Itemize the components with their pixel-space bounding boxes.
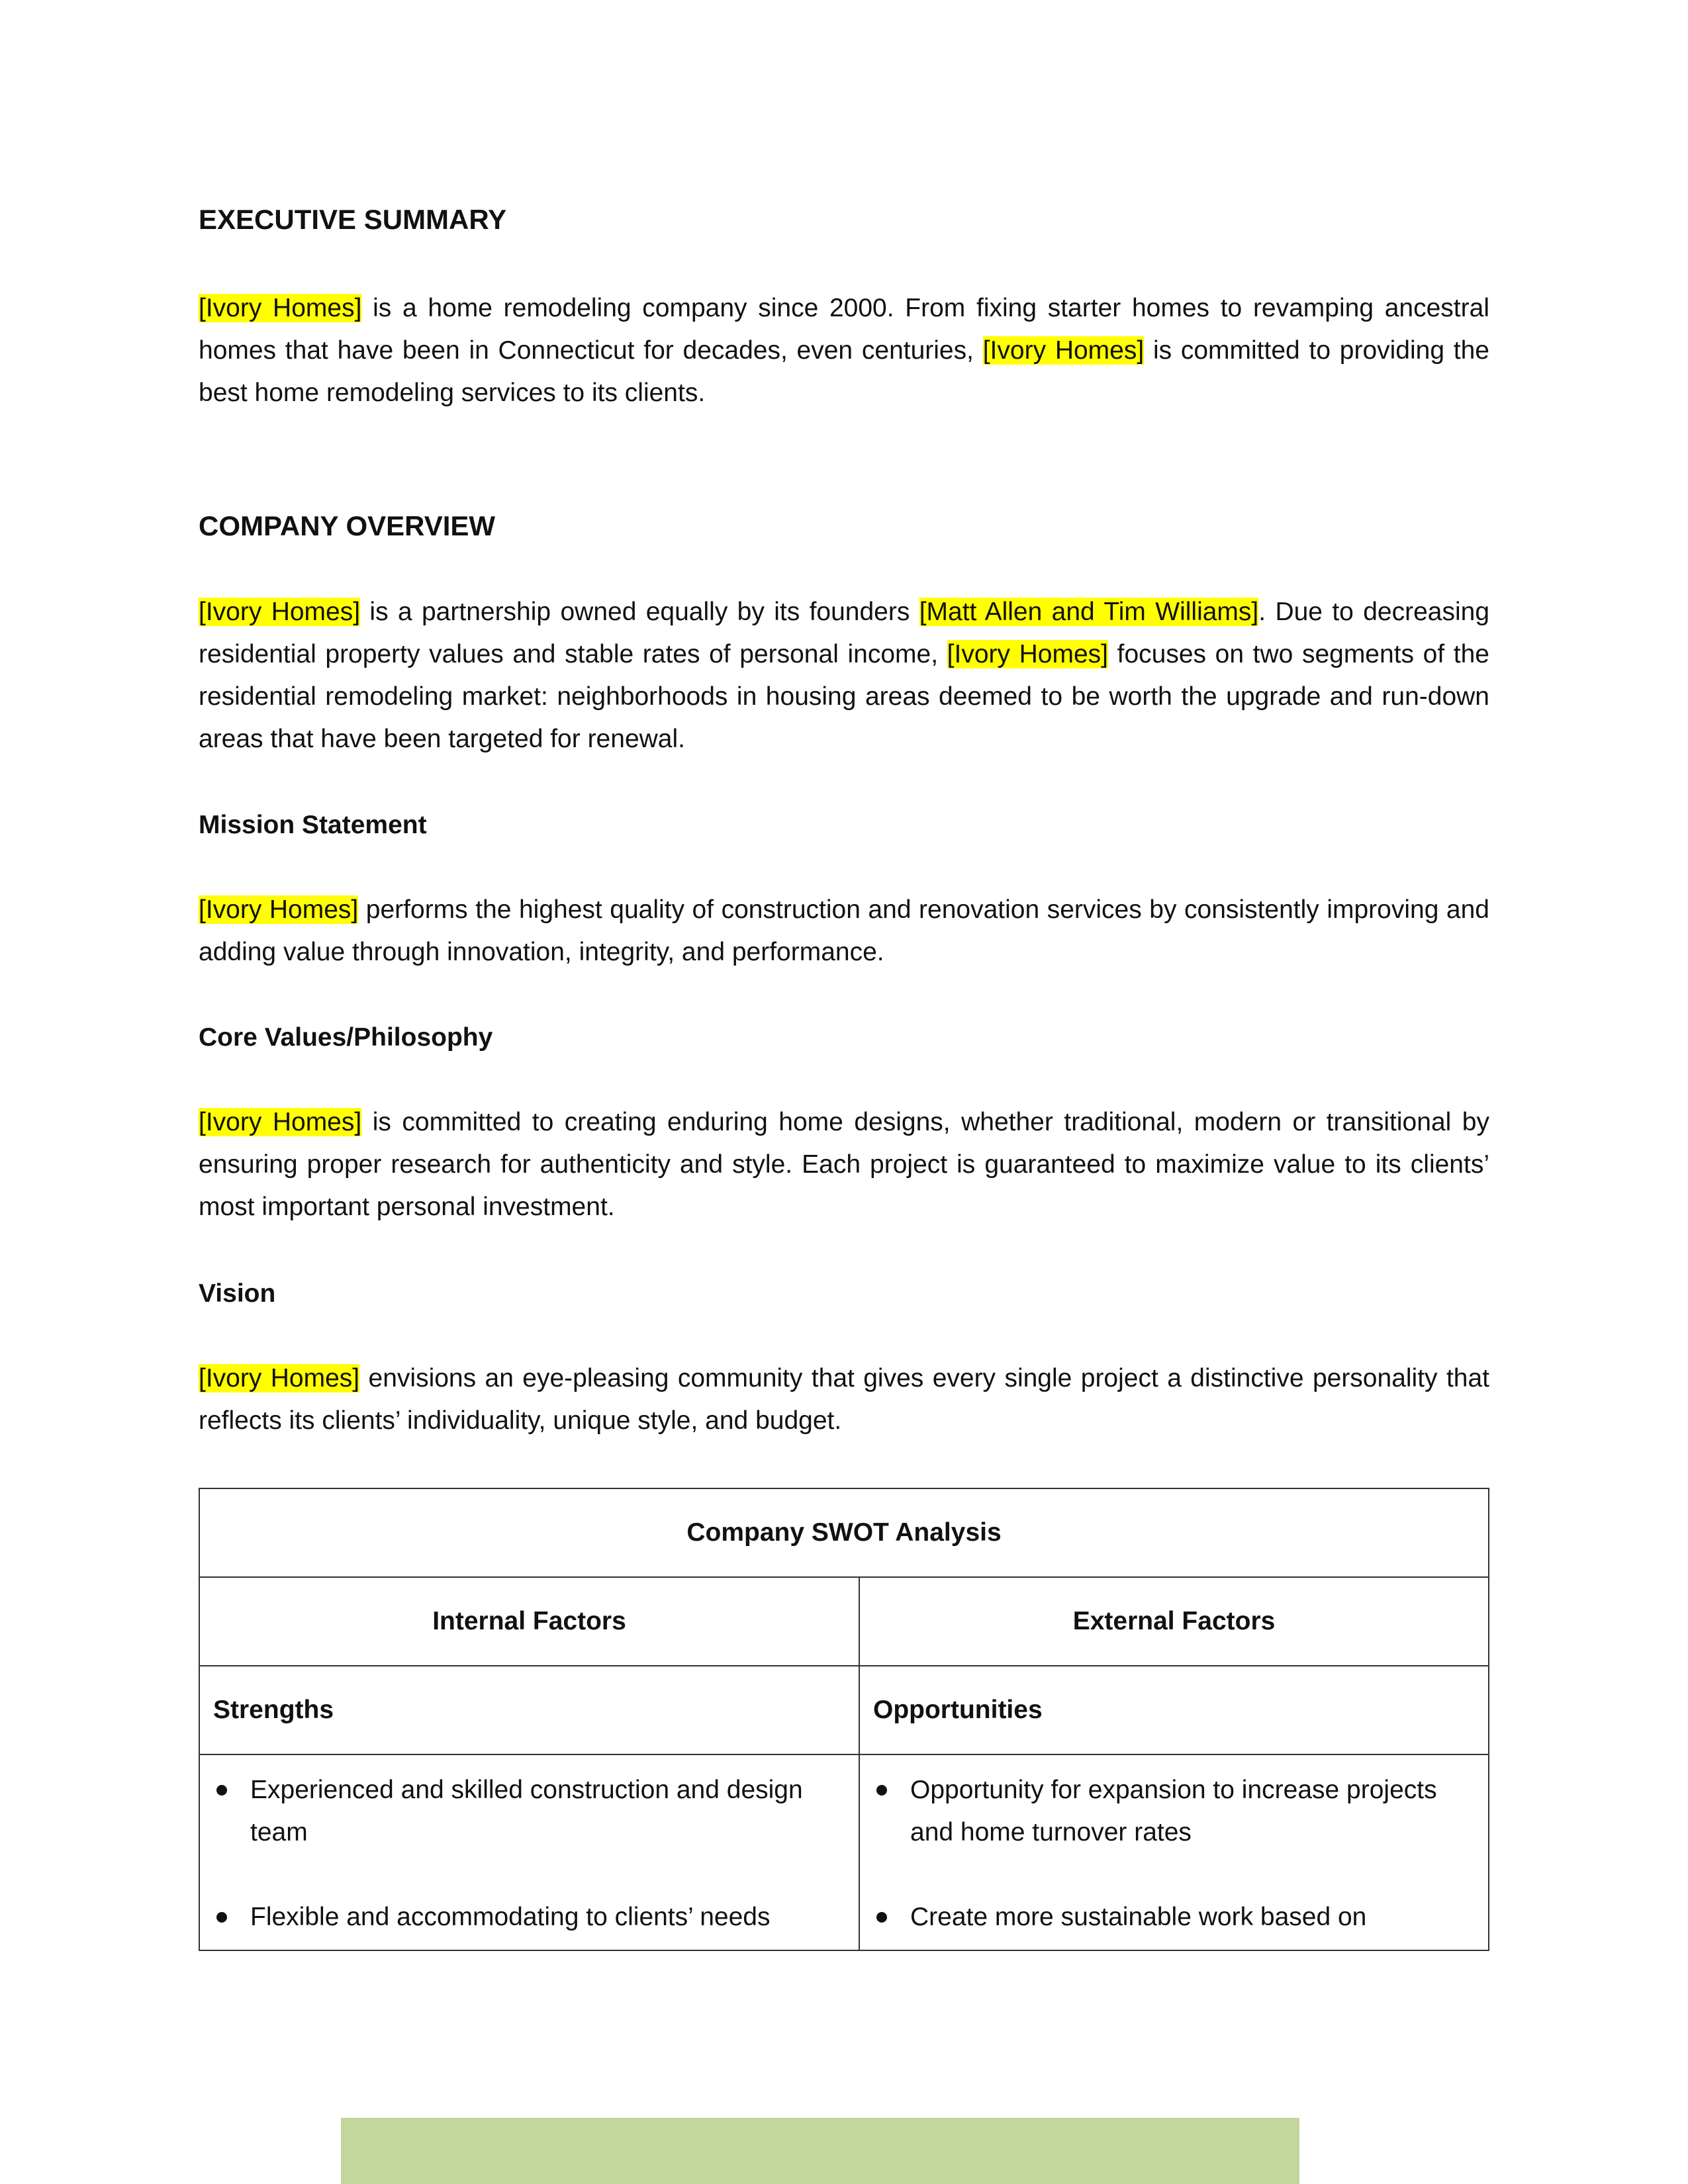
core-values-paragraph [199, 1101, 1489, 1228]
strengths-label: Strengths [199, 1666, 859, 1754]
vision-paragraph [199, 1357, 1489, 1442]
mission-statement-paragraph [199, 889, 1489, 974]
company-name-highlight: [Ivory Homes] [199, 1364, 360, 1392]
paragraph-text: focuses on two segments of the residential remodeling market: neighborhoods in housing areas deemed to be worth the upgrade and run-down areas that have been targeted for renewal. [199, 640, 1489, 753]
bullet-icon [876, 1785, 887, 1796]
paragraph-text: is committed to creating enduring home designs, whether traditional, modern or transitional by ensuring proper research for authenticity and style. Each project is guaranteed to maximize value to its clients’ most important personal investment. [199, 1108, 1489, 1221]
external-factors-header: External Factors [859, 1577, 1489, 1666]
strength-text: Experienced and skilled construction and design team [250, 1776, 803, 1846]
company-overview-heading: COMPANY OVERVIEW [199, 510, 496, 541]
bullet-icon [876, 1912, 887, 1923]
company-overview-paragraph [199, 591, 1489, 760]
company-name-highlight: [Ivory Homes] [199, 294, 362, 322]
strengths-cell [199, 1754, 859, 1950]
executive-summary-paragraph [199, 287, 1489, 414]
paragraph-text: is a home remodeling company since 2000. From fixing starter homes to revamping ancestral homes that have been in Connecticut for decades, even centuries, [199, 294, 1489, 365]
swot-items-row [199, 1754, 1489, 1950]
mission-statement-heading: Mission Statement [199, 811, 427, 839]
vision-heading: Vision [199, 1279, 276, 1308]
swot-table [199, 1488, 1489, 1951]
swot-title: Company SWOT Analysis [199, 1488, 1489, 1577]
company-name-highlight: [Ivory Homes] [982, 336, 1145, 365]
paragraph-text: is a partnership owned equally by its founders [360, 598, 919, 626]
list-item [874, 1896, 1474, 1938]
bullet-icon [216, 1912, 227, 1923]
company-name-highlight: [Ivory Homes] [199, 598, 361, 626]
paragraph-text: envisions an eye-pleasing community that gives every single project a distinctive personality that reflects its clients’ individuality, unique style, and budget. [199, 1364, 1489, 1435]
swot-title-row [199, 1488, 1489, 1577]
list-item [874, 1769, 1474, 1854]
strength-text: Flexible and accommodating to clients’ needs [250, 1903, 771, 1931]
swot-factors-row [199, 1577, 1489, 1666]
company-name-highlight: [Ivory Homes] [199, 895, 359, 924]
paragraph-text: performs the highest quality of construction and renovation services by consistently improving and adding value through innovation, integrity, and performance. [199, 895, 1489, 966]
paragraph-text: . Due to decreasing residential property values and stable rates of personal income, [199, 598, 1490, 668]
opportunities-list [861, 1756, 1487, 1938]
opportunities-cell [859, 1754, 1489, 1950]
founders-highlight: [Matt Allen and Tim Williams] [919, 598, 1259, 626]
core-values-heading: Core Values/Philosophy [199, 1023, 493, 1052]
company-name-highlight: [Ivory Homes] [947, 640, 1108, 668]
list-item [214, 1896, 845, 1938]
list-item [214, 1769, 845, 1854]
footer-band [341, 2118, 1299, 2184]
swot-labels-row [199, 1666, 1489, 1754]
opportunity-text: Create more sustainable work based on [910, 1903, 1367, 1931]
paragraph-text: is committed to providing the best home remodeling services to its clients. [199, 336, 1489, 407]
internal-factors-header: Internal Factors [199, 1577, 859, 1666]
opportunity-text: Opportunity for expansion to increase projects and home turnover rates [910, 1776, 1437, 1846]
bullet-icon [216, 1785, 227, 1796]
opportunities-label: Opportunities [859, 1666, 1489, 1754]
company-name-highlight: [Ivory Homes] [199, 1108, 362, 1136]
strengths-list [201, 1756, 858, 1938]
executive-summary-heading: EXECUTIVE SUMMARY [199, 204, 507, 235]
